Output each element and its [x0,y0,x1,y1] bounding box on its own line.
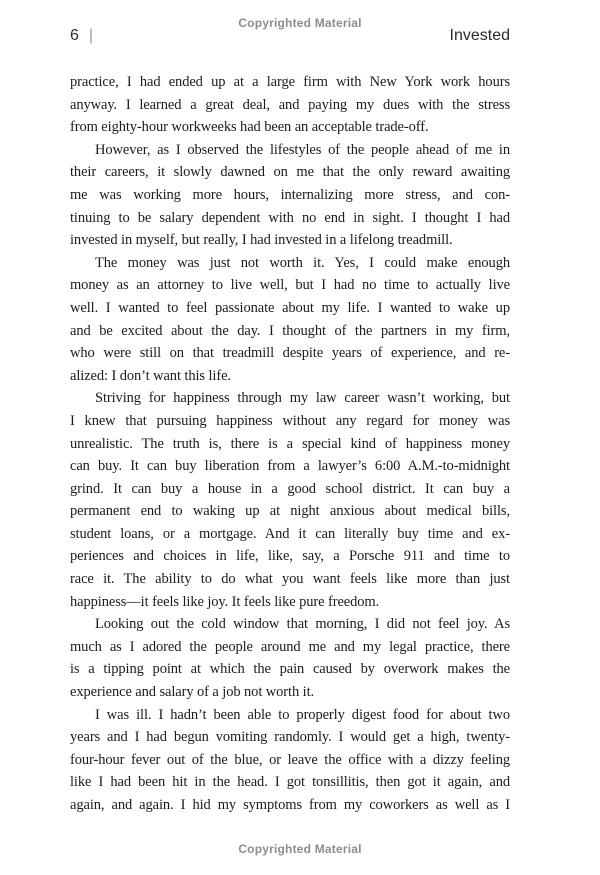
body-line: well. I wanted to feel passionate about my life. I wanted to wake up [70,299,510,316]
body-line: invested in myself, but really, I had invested in a lifelong treadmill. [70,232,453,249]
paragraph [70,71,510,139]
paragraph [70,613,510,703]
body-line: experience and salary of a job not worth it. [70,684,315,701]
body-text [70,71,510,817]
running-title: Invested [449,27,510,44]
body-line: like I had been hit in the head. I got tonsillitis, then got it again, and [70,774,510,791]
body-line: is a tipping point at which the pain caused by overwork makes the [70,661,510,678]
body-line: who were still on that treadmill despite years of experience, and re- [70,345,510,362]
body-line: Striving for happiness through my law career wasn’t working, but [95,390,510,407]
page-number: 6 [70,27,79,44]
body-line: practice, I had ended up at a large firm with New York work hours [70,74,510,90]
body-line: I was ill. I hadn’t been able to properly digest food for about two [95,706,510,723]
running-header [70,27,510,45]
body-line: However, as I observed the lifestyles of the people ahead of me in [95,141,510,158]
paragraph [70,704,510,817]
body-line: money as an attorney to live well, but I had no time to actually live [70,277,510,294]
body-line: their careers, it slowly dawned on me that the only reward awaiting [70,164,510,181]
copyright-notice-top: Copyrighted Material [238,16,362,30]
body-line: grind. It can buy a house in a good school district. It can buy a [70,480,510,497]
paragraph [70,387,510,613]
body-line: I knew that pursuing happiness without any regard for money was [70,412,510,429]
body-line: four-hour fever out of the blue, or leave the office with a dizzy feeling [70,751,510,768]
body-line: years and I had begun vomiting randomly. I would get a high, twenty- [70,729,510,746]
folio [70,27,93,45]
body-line: student loans, or a mortgage. And it can literally buy time and ex- [70,525,510,542]
body-line: and be excited about the day. I thought of the partners in my firm, [70,322,510,339]
body-line: anyway. I learned a great deal, and paying my dues with the stress [70,96,510,113]
copyright-notice-bottom: Copyrighted Material [238,842,362,856]
body-line: me was working more hours, internalizing more stress, and con- [70,186,510,203]
body-line: The money was just not worth it. Yes, I could make enough [95,254,510,271]
body-line: alized: I don’t want this life. [70,367,231,384]
body-line: happiness—it feels like joy. It feels like pure freedom. [70,593,380,610]
body-line: again, and again. I hid my symptoms from my coworkers as well as I [70,797,510,813]
body-line: unrealistic. The truth is, there is a special kind of happiness money [70,435,510,452]
body-line: permanent end to waking up at night anxious about medical bills, [70,503,510,520]
paragraph [70,139,510,252]
folio-separator: | [88,27,94,44]
body-line: tinuing to be salary dependent with no end in sight. I thought I had [70,209,510,226]
body-line: can buy. It can buy liberation from a lawyer’s 6:00 A.M.-to-midnight [70,458,510,475]
body-line: race it. The ability to do what you want feels like more than just [70,571,510,588]
paragraph [70,252,510,388]
body-line: from eighty-hour workweeks had been an acceptable trade-off. [70,119,429,136]
body-line: periences and choices in life, like, say, a Porsche 911 and time to [70,548,510,565]
body-line: Looking out the cold window that morning, I did not feel joy. As [95,616,510,633]
body-line: much as I adored the people around me and my legal practice, there [70,638,510,655]
